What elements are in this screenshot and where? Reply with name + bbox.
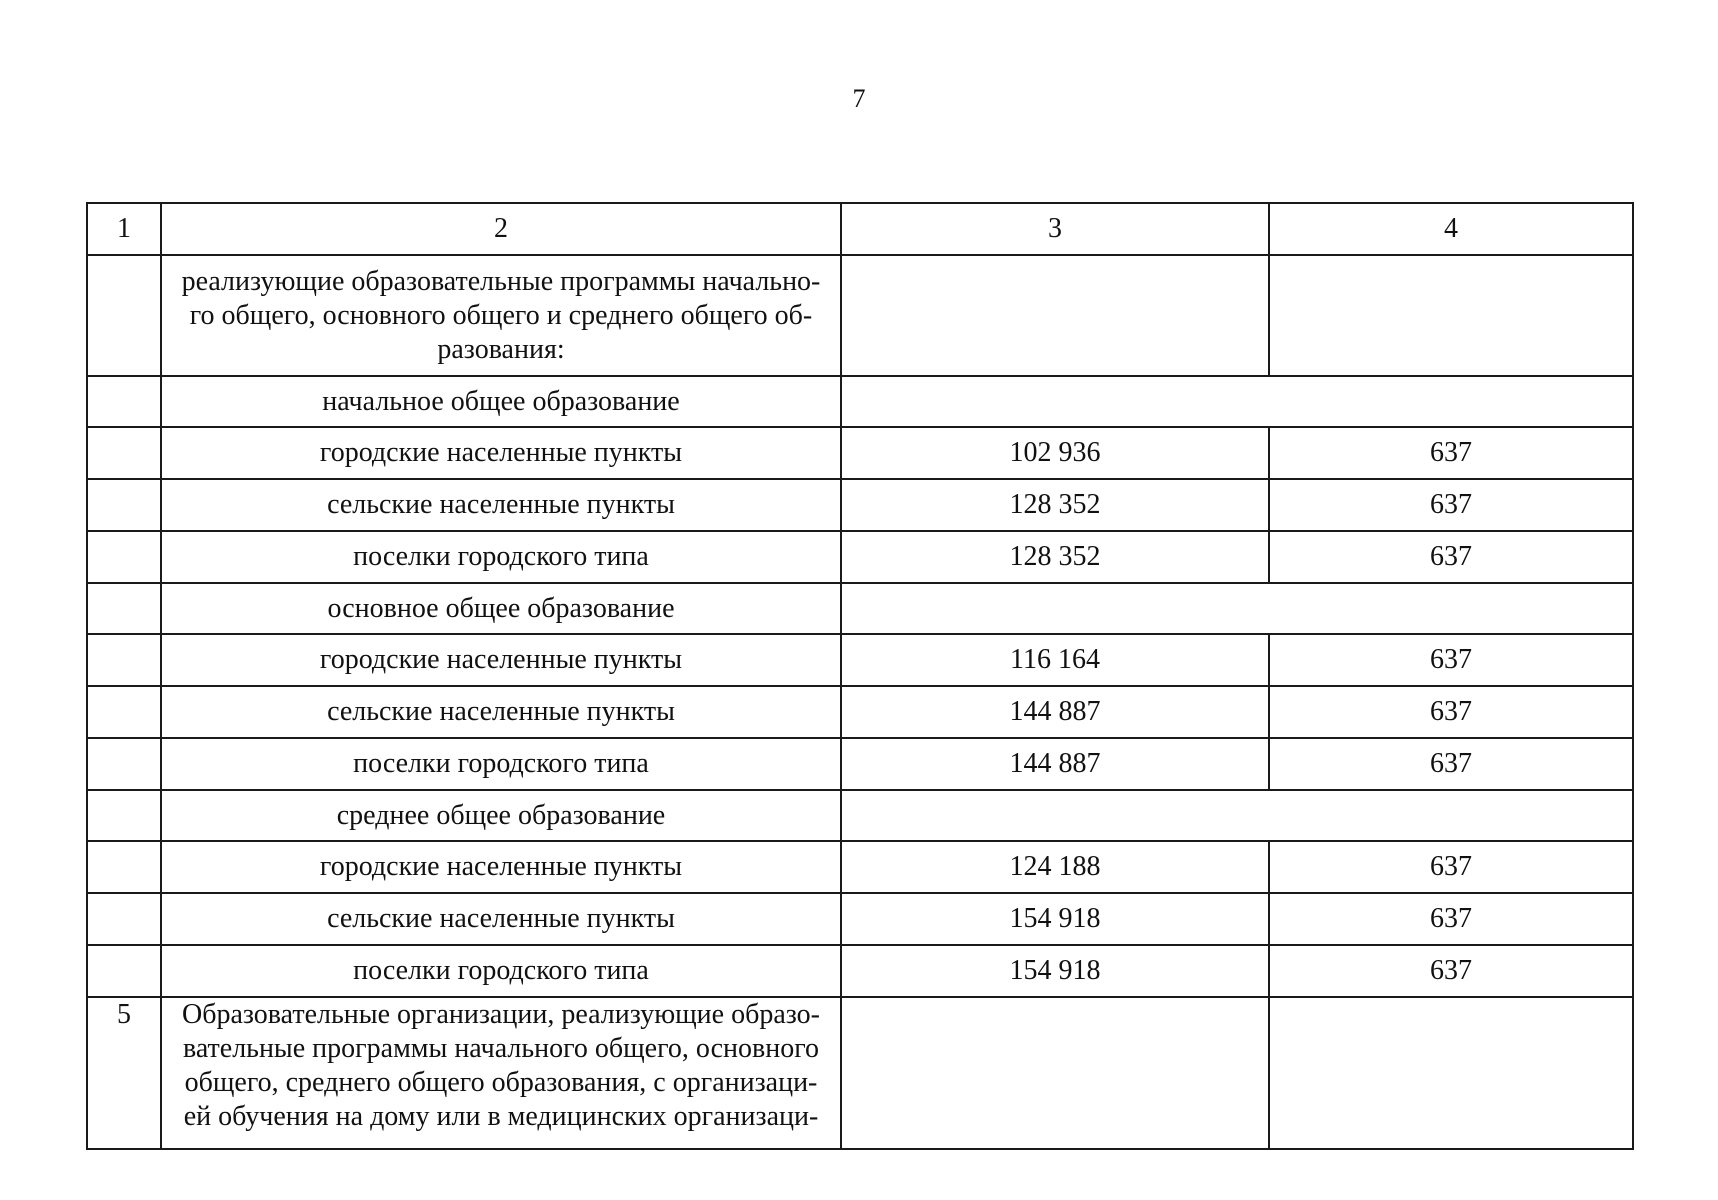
section-merged-cell (841, 790, 1633, 841)
intro-col3-cell (841, 255, 1269, 376)
item-number: 5 (87, 997, 161, 1149)
row-value-col4: 637 (1269, 945, 1633, 997)
row-number-cell (87, 634, 161, 686)
item-line: ей обучения на дому или в медицинских организаци- (183, 1101, 819, 1132)
row-value-col4: 637 (1269, 686, 1633, 738)
item-col4-cell (1269, 997, 1633, 1149)
row-number-cell (87, 686, 161, 738)
row-label: сельские населенные пункты (161, 479, 841, 531)
row-value-col3: 128 352 (841, 531, 1269, 583)
intro-row (87, 255, 1633, 376)
section-number-cell (87, 376, 161, 427)
row-value-col3: 144 887 (841, 738, 1269, 790)
table-row (87, 531, 1633, 583)
table-row (87, 841, 1633, 893)
section-merged-cell (841, 583, 1633, 634)
row-value-col3: 128 352 (841, 479, 1269, 531)
intro-number-cell (87, 255, 161, 376)
column-number-4: 4 (1269, 203, 1633, 255)
row-number-cell (87, 893, 161, 945)
row-label: поселки городского типа (161, 531, 841, 583)
row-value-col4: 637 (1269, 531, 1633, 583)
item-line: вательные программы начального общего, основного (182, 1033, 819, 1064)
row-value-col4: 637 (1269, 738, 1633, 790)
section-row (87, 790, 1633, 841)
section-merged-cell (841, 376, 1633, 427)
row-value-col3: 116 164 (841, 634, 1269, 686)
row-value-col4: 637 (1269, 634, 1633, 686)
table-header-row (87, 203, 1633, 255)
row-label: сельские населенные пункты (161, 686, 841, 738)
row-value-col3: 144 887 (841, 686, 1269, 738)
row-value-col4: 637 (1269, 893, 1633, 945)
row-number-cell (87, 531, 161, 583)
item-col3-cell (841, 997, 1269, 1149)
row-label: сельские населенные пункты (161, 893, 841, 945)
row-label: городские населенные пункты (161, 427, 841, 479)
row-number-cell (87, 945, 161, 997)
item-line: Образовательные организации, реализующие образо- (182, 999, 820, 1030)
page-number: 7 (852, 84, 866, 113)
item-row (87, 997, 1633, 1149)
row-label: городские населенные пункты (161, 634, 841, 686)
row-number-cell (87, 738, 161, 790)
section-row (87, 583, 1633, 634)
table-row (87, 738, 1633, 790)
section-number-cell (87, 583, 161, 634)
row-value-col4: 637 (1269, 427, 1633, 479)
row-value-col4: 637 (1269, 479, 1633, 531)
column-number-2: 2 (161, 203, 841, 255)
section-title: среднее общее образование (161, 790, 841, 841)
row-value-col3: 102 936 (841, 427, 1269, 479)
row-label: поселки городского типа (161, 945, 841, 997)
intro-col4-cell (1269, 255, 1633, 376)
section-row (87, 376, 1633, 427)
column-number-3: 3 (841, 203, 1269, 255)
row-label: городские населенные пункты (161, 841, 841, 893)
section-title: основное общее образование (161, 583, 841, 634)
tariff-table (86, 202, 1634, 1150)
intro-line: разования: (437, 333, 565, 365)
section-number-cell (87, 790, 161, 841)
intro-line: го общего, основного общего и среднего общего об- (189, 299, 813, 331)
table-row (87, 945, 1633, 997)
table-row (87, 479, 1633, 531)
row-label: поселки городского типа (161, 738, 841, 790)
row-value-col4: 637 (1269, 841, 1633, 893)
item-line: общего, среднего общего образования, с организаци- (184, 1067, 818, 1098)
table-row (87, 893, 1633, 945)
row-value-col3: 154 918 (841, 893, 1269, 945)
row-number-cell (87, 427, 161, 479)
row-value-col3: 124 188 (841, 841, 1269, 893)
intro-line: реализующие образовательные программы начально- (181, 265, 821, 297)
row-value-col3: 154 918 (841, 945, 1269, 997)
section-title: начальное общее образование (161, 376, 841, 427)
intro-text (161, 255, 841, 376)
item-text (161, 997, 841, 1149)
table-row (87, 427, 1633, 479)
column-number-1: 1 (87, 203, 161, 255)
row-number-cell (87, 841, 161, 893)
table-row (87, 686, 1633, 738)
table-row (87, 634, 1633, 686)
row-number-cell (87, 479, 161, 531)
